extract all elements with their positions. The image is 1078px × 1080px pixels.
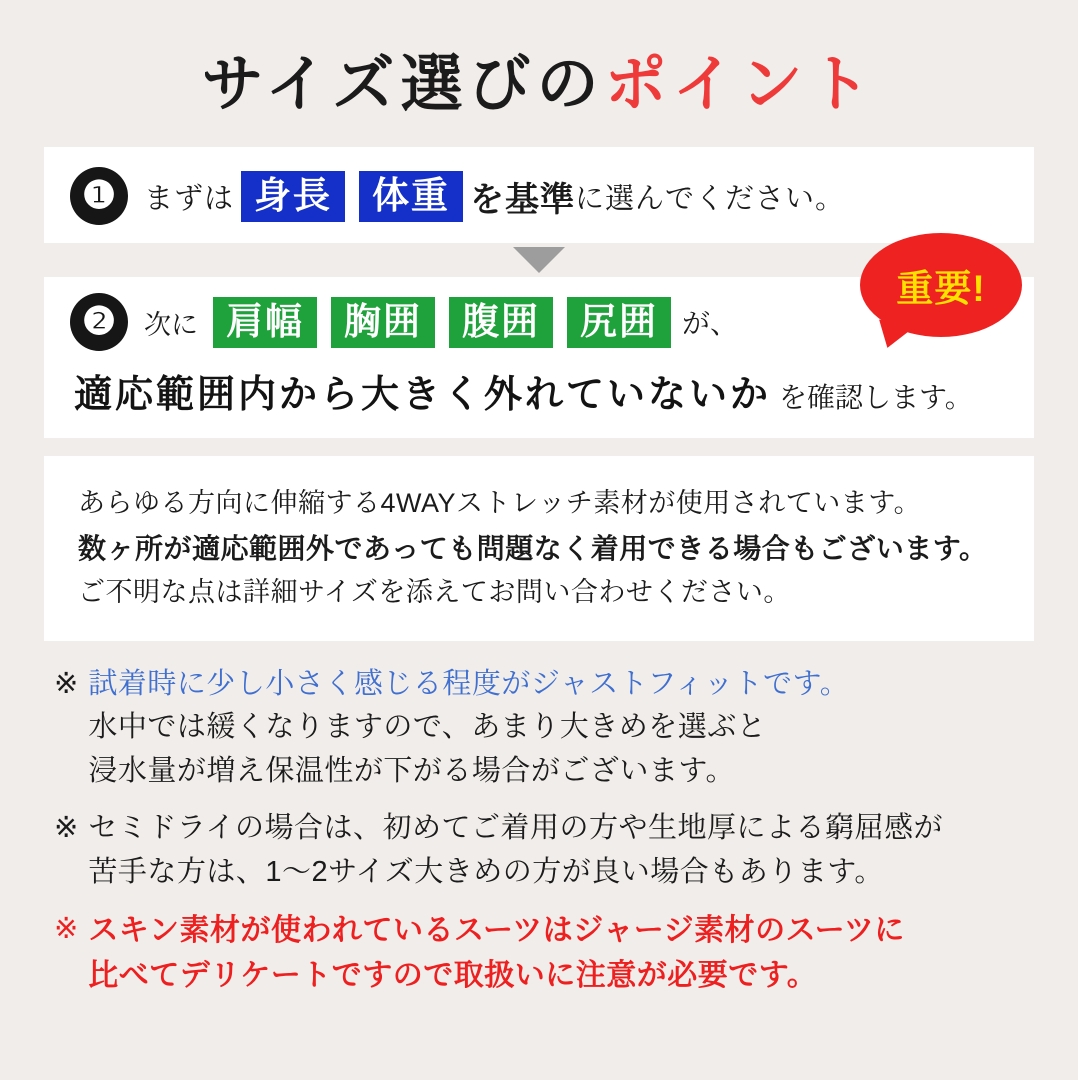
note-line: 比べてデリケートですので取扱いに注意が必要です。 [88, 959, 818, 993]
page-title [28, 0, 1050, 137]
step2-number-col [70, 293, 128, 351]
note-line: 苦手な方は、1〜2サイズ大きめの方が良い場合もあります。 [88, 855, 884, 888]
step2-number: ❷ [70, 293, 128, 351]
important-badge [860, 233, 1022, 337]
note-line: 試着時に少し小さく感じる程度がジャストフィットです。 [88, 667, 850, 700]
step2-line2-bold: 適応範囲内から大きく外れていないか [74, 374, 772, 416]
note-line: スキン素材が使われているスーツはジャージ素材のスーツに [88, 914, 905, 948]
note-item-warning [54, 908, 1028, 998]
note-item [54, 807, 1028, 894]
chip-weight: 体重 [359, 171, 463, 222]
info-line-3: ご不明な点は詳細サイズを添えてお問い合わせください。 [78, 577, 791, 608]
notes-section [54, 663, 1028, 999]
chip-shoulder: 肩幅 [213, 297, 317, 348]
note-line: セミドライの場合は、初めてご着用の方や生地厚による窮屈感が [88, 812, 943, 845]
important-badge-label: 重要! [896, 268, 986, 309]
chip-waist: 腹囲 [449, 297, 553, 348]
step1-card [44, 147, 1034, 243]
note-body [88, 807, 943, 894]
step2-line2 [70, 363, 1008, 418]
chip-chest: 胸囲 [331, 297, 435, 348]
info-card [44, 456, 1034, 641]
chip-hip: 尻囲 [567, 297, 671, 348]
step1-tail: に選んでください。 [575, 182, 846, 215]
step2-tail: が、 [682, 308, 739, 339]
note-marker: ※ [54, 667, 79, 700]
page-title-main: サイズ選びの [201, 51, 605, 119]
step2-card [44, 268, 1034, 438]
step1-text [144, 171, 845, 222]
chip-height: 身長 [241, 171, 345, 222]
step1-mid: を基準 [470, 180, 576, 219]
note-line: 水中では緩くなりますので、あまり大きめを選ぶと [88, 711, 767, 744]
note-line: 浸水量が増え保温性が下がる場合がございます。 [88, 754, 735, 787]
note-body [88, 908, 905, 998]
info-line-2: 数ヶ所が適応範囲外であっても問題なく着用できる場合もございます。 [78, 532, 988, 564]
page-title-accent: ポイント [604, 51, 877, 119]
note-item [54, 663, 1028, 794]
step2-line2-small: を確認します。 [779, 382, 973, 413]
info-line-1: あらゆる方向に伸縮する4WAYストレッチ素材が使用されています。 [78, 488, 922, 518]
step2-lead: 次に [144, 309, 198, 340]
step1-lead: まずは [144, 182, 235, 215]
note-marker: ※ [54, 812, 79, 845]
down-arrow-icon [513, 247, 565, 273]
note-marker: ※ [54, 913, 79, 946]
step1-number: ❶ [70, 167, 128, 225]
note-body [88, 663, 849, 794]
